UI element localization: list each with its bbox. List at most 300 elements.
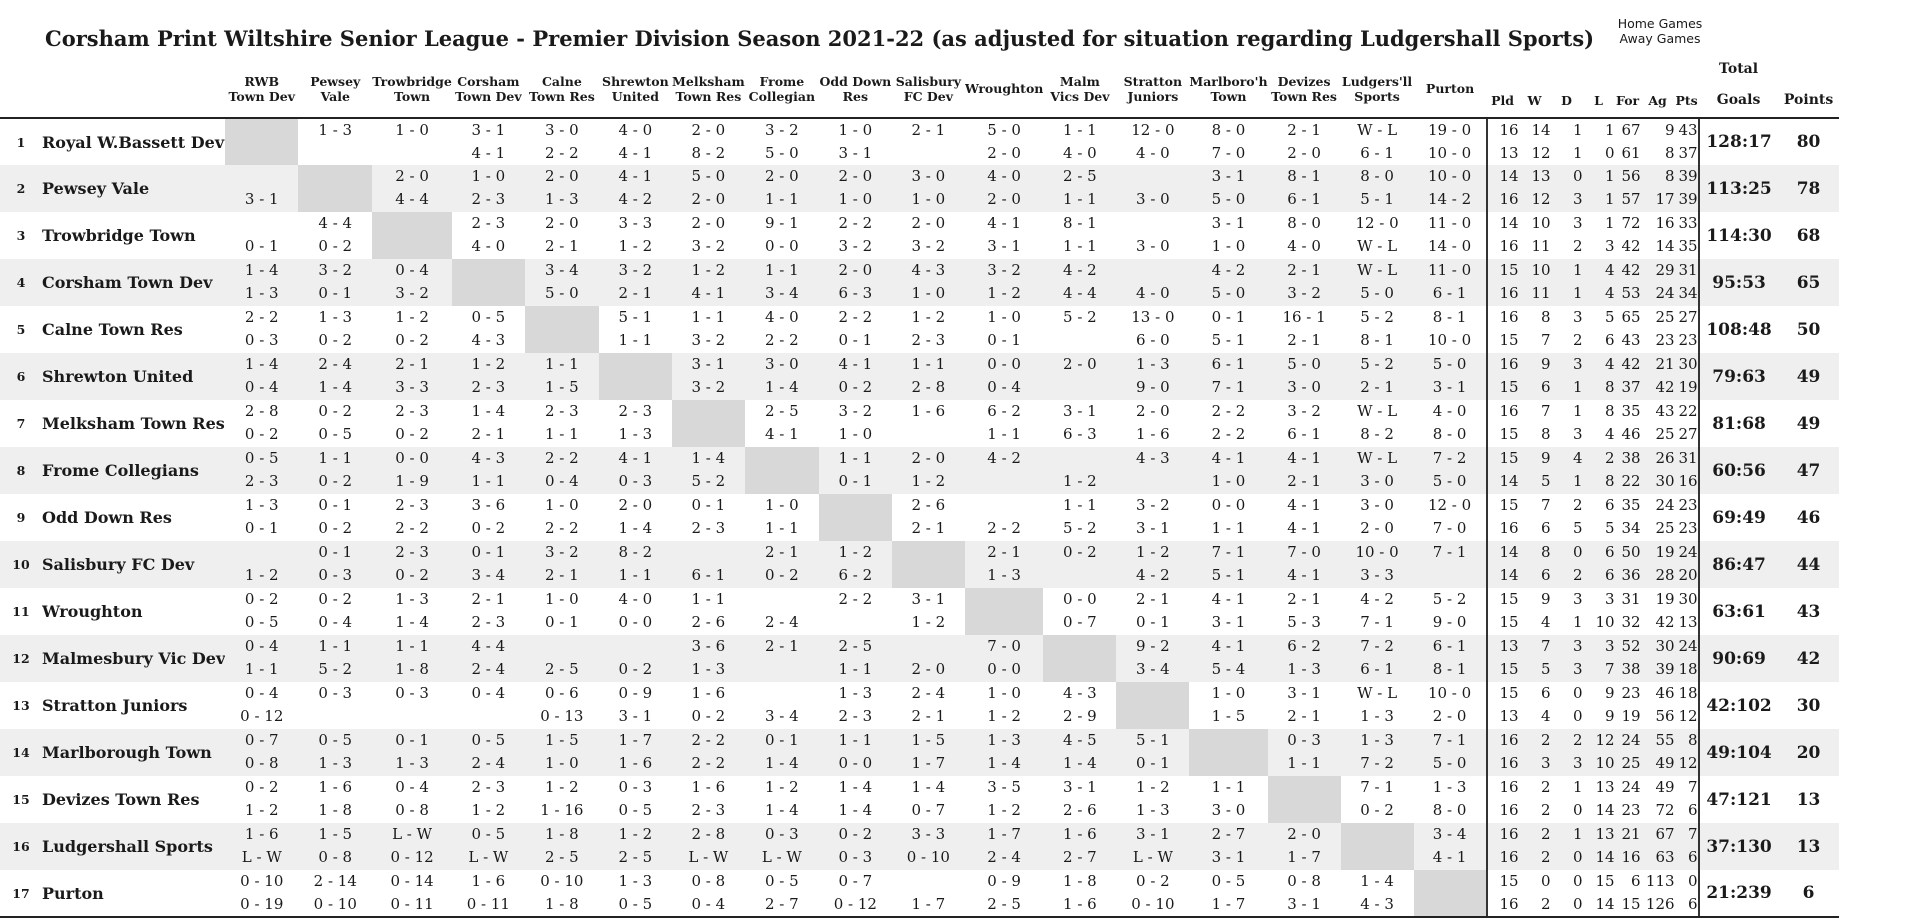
- away-result: 0 - 13: [540, 707, 584, 725]
- stat-cell-pts: [1675, 447, 1699, 494]
- away-result: 5 - 0: [1211, 190, 1246, 208]
- result-cell: [965, 776, 1044, 823]
- home-result: 9 - 2: [1136, 637, 1170, 655]
- points-cell: 49: [1796, 366, 1821, 387]
- away-stat: 13: [1678, 613, 1698, 631]
- home-result: 13 - 0: [1131, 308, 1175, 326]
- result-cell: [745, 776, 819, 823]
- position-cell: 15: [12, 792, 30, 807]
- result-cell: [599, 165, 672, 212]
- home-stat: 43: [1655, 402, 1675, 420]
- away-stat: 6: [1688, 848, 1698, 866]
- away-stat: 35: [1678, 237, 1698, 255]
- result-cell: [1341, 682, 1414, 729]
- home-stat: 16: [1499, 825, 1519, 843]
- stat-cell-pld: [1487, 494, 1519, 541]
- home-result: 2 - 0: [911, 449, 946, 467]
- table-row: [0, 729, 1839, 776]
- result-cell: [525, 588, 599, 635]
- result-cell: [892, 494, 965, 541]
- home-stat: 3: [1573, 355, 1583, 373]
- home-stat: 2: [1541, 731, 1551, 749]
- stat-header-w: W: [1519, 60, 1551, 118]
- result-cell: [892, 823, 965, 870]
- stat-cell-ag: [1641, 118, 1675, 165]
- self-match-cell: [965, 588, 1044, 635]
- away-stat: 12: [1531, 190, 1551, 208]
- result-cell: [525, 165, 599, 212]
- column-header-stratton-juniors: Stratton Juniors: [1116, 60, 1189, 118]
- points-cell: 46: [1796, 507, 1821, 528]
- stat-header-ag: Ag: [1641, 60, 1675, 118]
- position-cell: 17: [0, 870, 42, 917]
- home-result: 0 - 9: [987, 872, 1021, 890]
- result-cell: [1043, 541, 1116, 588]
- home-result: 2 - 6: [911, 496, 946, 514]
- result-cell: [819, 118, 892, 165]
- away-result: 2 - 2: [987, 519, 1021, 537]
- home-stat: 7: [1541, 496, 1551, 514]
- home-result: 0 - 1: [765, 731, 799, 749]
- away-stat: 15: [1499, 378, 1519, 396]
- away-result: 0 - 5: [318, 425, 353, 443]
- away-result: 0 - 2: [691, 707, 726, 725]
- away-result: 5 - 1: [1360, 190, 1394, 208]
- away-result: [892, 142, 965, 165]
- away-stat: 5: [1573, 519, 1583, 537]
- home-result: 3 - 2: [545, 543, 579, 561]
- away-stat: 13: [1499, 707, 1519, 725]
- away-result: 4 - 3: [471, 331, 506, 349]
- points-cell: 49: [1796, 413, 1821, 434]
- home-stat: 55: [1655, 731, 1675, 749]
- result-cell: [672, 823, 745, 870]
- away-result: 2 - 7: [765, 895, 799, 913]
- result-cell: [1189, 494, 1267, 541]
- stat-cell-pld: [1487, 729, 1519, 776]
- away-stat: 15: [1499, 660, 1519, 678]
- away-result: 1 - 1: [244, 660, 279, 678]
- result-cell: [225, 870, 298, 917]
- home-result: 1 - 6: [691, 684, 726, 702]
- result-cell: [1341, 118, 1414, 165]
- result-cell: [1043, 306, 1116, 353]
- home-stat: 14: [1499, 214, 1519, 232]
- home-result: 0 - 9: [618, 684, 653, 702]
- stat-cell-w: [1519, 776, 1551, 823]
- home-result: 3 - 1: [1211, 214, 1246, 232]
- home-result: 2 - 2: [1211, 402, 1246, 420]
- result-cell: [1116, 494, 1189, 541]
- away-result: 14 - 0: [1427, 237, 1472, 255]
- away-result: 6 - 2: [838, 566, 873, 584]
- home-result: 0 - 4: [395, 778, 429, 796]
- home-stat: 26: [1655, 449, 1675, 467]
- home-result: 1 - 4: [244, 261, 279, 279]
- result-cell: [1414, 165, 1487, 212]
- home-stat: 1: [1605, 214, 1615, 232]
- result-cell: [452, 870, 525, 917]
- away-result: [1341, 846, 1414, 869]
- position-cell: 4: [16, 275, 26, 290]
- home-result: 0 - 10: [240, 872, 284, 890]
- away-result: 0 - 1: [545, 613, 579, 631]
- result-cell: [745, 494, 819, 541]
- result-cell: [1043, 776, 1116, 823]
- home-result: 4 - 1: [1287, 496, 1321, 514]
- away-result: 0 - 5: [618, 895, 653, 913]
- result-cell: [452, 494, 525, 541]
- result-cell: [298, 306, 372, 353]
- home-result: 7 - 1: [1432, 543, 1467, 561]
- away-stat: 13: [1499, 144, 1519, 162]
- home-result: W - L: [1357, 402, 1398, 420]
- stat-cell-ag: [1641, 447, 1675, 494]
- table-row: [0, 776, 1839, 823]
- home-stat: 46: [1655, 684, 1675, 702]
- away-result: 1 - 3: [987, 566, 1021, 584]
- stat-cell-d: [1551, 353, 1583, 400]
- self-match-cell: [819, 494, 892, 541]
- home-stat: 5: [1605, 308, 1615, 326]
- away-stat: 14: [1595, 848, 1615, 866]
- stat-cell-l: [1583, 729, 1615, 776]
- away-result: 2 - 2: [765, 331, 799, 349]
- away-result: 3 - 0: [1136, 237, 1170, 255]
- stat-cell-w: [1519, 729, 1551, 776]
- home-result: 2 - 0: [838, 261, 873, 279]
- table-row: [0, 400, 1839, 447]
- result-cell: [1341, 729, 1414, 776]
- result-cell: [965, 306, 1044, 353]
- home-result: 0 - 5: [471, 731, 506, 749]
- stat-cell-pld: [1487, 541, 1519, 588]
- goals-cell: 42:102: [1699, 682, 1779, 729]
- home-result: 6 - 2: [987, 402, 1021, 420]
- stat-cell-for: [1615, 212, 1641, 259]
- result-cell: [1116, 635, 1189, 682]
- away-stat: 5: [1541, 472, 1551, 490]
- home-result: 0 - 1: [395, 731, 429, 749]
- result-cell: [452, 165, 525, 212]
- result-cell: [599, 212, 672, 259]
- goals-header: [1699, 60, 1779, 118]
- away-result: 3 - 3: [1360, 566, 1394, 584]
- away-result: 2 - 1: [1287, 331, 1321, 349]
- home-result: [525, 306, 599, 329]
- home-result: 2 - 0: [545, 214, 579, 232]
- away-stat: 8: [1605, 472, 1615, 490]
- home-stat: 12: [1595, 731, 1615, 749]
- away-result: 0 - 1: [838, 472, 873, 490]
- result-cell: [225, 823, 298, 870]
- position-cell: 14: [12, 745, 30, 760]
- home-result: 2 - 3: [395, 402, 429, 420]
- away-stat: 14: [1655, 237, 1675, 255]
- home-result: 4 - 3: [1063, 684, 1097, 702]
- home-stat: 10: [1531, 214, 1551, 232]
- result-cell: [525, 729, 599, 776]
- stat-cell-l: [1583, 682, 1615, 729]
- away-result: 1 - 8: [318, 801, 353, 819]
- away-stat: 23: [1621, 801, 1641, 819]
- away-stat: 1: [1573, 144, 1583, 162]
- result-cell: [745, 870, 819, 917]
- home-result: 8 - 0: [1287, 214, 1321, 232]
- position-cell: 8: [16, 463, 26, 478]
- result-cell: [892, 212, 965, 259]
- away-result: 0 - 12: [833, 895, 877, 913]
- home-result: 0 - 5: [1211, 872, 1246, 890]
- stat-cell-d: [1551, 776, 1583, 823]
- goals-label: Goals: [1716, 91, 1761, 108]
- away-stat: 2: [1573, 237, 1583, 255]
- home-stat: 1: [1573, 402, 1583, 420]
- away-result: 3 - 1: [838, 144, 873, 162]
- home-result: 4 - 0: [765, 308, 799, 326]
- stat-cell-for: [1615, 118, 1641, 165]
- result-cell: [372, 400, 452, 447]
- team-name: Marlborough Town: [42, 743, 212, 762]
- home-result: 1 - 6: [471, 872, 506, 890]
- home-result: 1 - 3: [395, 590, 429, 608]
- away-result: 8 - 2: [1360, 425, 1394, 443]
- away-stat: 1: [1573, 284, 1583, 302]
- result-cell: [525, 823, 599, 870]
- result-cell: [599, 776, 672, 823]
- home-stat: 0: [1573, 872, 1583, 890]
- away-result: 1 - 3: [1360, 707, 1394, 725]
- points-header: Points: [1779, 60, 1839, 118]
- stat-cell-for: [1615, 259, 1641, 306]
- away-stat: 34: [1621, 519, 1641, 537]
- stat-cell-pld: [1487, 870, 1519, 917]
- home-result: 4 - 1: [1211, 449, 1246, 467]
- away-stat: 3: [1541, 754, 1551, 772]
- away-result: 4 - 4: [1063, 284, 1097, 302]
- away-result: [1116, 470, 1189, 493]
- result-cell: [225, 306, 298, 353]
- result-cell: [1268, 823, 1341, 870]
- column-header-pewsey-vale: Pewsey Vale: [298, 60, 372, 118]
- home-result: 1 - 2: [1136, 778, 1170, 796]
- home-result: 1 - 2: [691, 261, 726, 279]
- result-cell: [1268, 588, 1341, 635]
- home-result: 0 - 5: [471, 825, 506, 843]
- home-result: 1 - 1: [838, 731, 873, 749]
- away-result: 1 - 2: [471, 801, 506, 819]
- table-row: [0, 306, 1839, 353]
- result-cell: [372, 447, 452, 494]
- home-stat: 24: [1621, 778, 1641, 796]
- home-result: 0 - 3: [318, 684, 353, 702]
- table-row: [0, 823, 1839, 870]
- away-stat: 6: [1688, 895, 1698, 913]
- home-stat: 13: [1595, 778, 1615, 796]
- result-cell: [672, 259, 745, 306]
- away-result: 3 - 2: [395, 284, 429, 302]
- away-result: 1 - 5: [545, 378, 579, 396]
- home-stat: 25: [1655, 308, 1675, 326]
- away-stat: 12: [1678, 754, 1698, 772]
- home-result: 0 - 8: [691, 872, 726, 890]
- home-result: 2 - 2: [838, 214, 873, 232]
- stat-header-d: D: [1551, 60, 1583, 118]
- home-result: 0 - 0: [1063, 590, 1097, 608]
- result-cell: [525, 447, 599, 494]
- result-cell: [525, 541, 599, 588]
- home-result: 2 - 2: [244, 308, 279, 326]
- stat-cell-l: [1583, 541, 1615, 588]
- home-result: 3 - 1: [471, 121, 506, 139]
- home-stat: 23: [1621, 684, 1641, 702]
- column-header-melksham-town-res: Melksham Town Res: [672, 60, 745, 118]
- away-stat: 18: [1678, 660, 1698, 678]
- away-result: 3 - 4: [765, 707, 799, 725]
- result-cell: [1341, 165, 1414, 212]
- away-stat: 6: [1605, 566, 1615, 584]
- home-result: 2 - 1: [1287, 261, 1321, 279]
- points-cell: 20: [1796, 742, 1821, 763]
- away-result: 2 - 0: [911, 660, 946, 678]
- away-result: 0 - 0: [987, 660, 1021, 678]
- away-result: 0 - 4: [691, 895, 726, 913]
- away-result: [1189, 752, 1267, 775]
- home-stat: 22: [1678, 402, 1698, 420]
- away-result: 3 - 3: [395, 378, 429, 396]
- stat-cell-for: [1615, 823, 1641, 870]
- home-stat: 14: [1499, 167, 1519, 185]
- away-result: 4 - 1: [618, 144, 653, 162]
- result-cell: [298, 494, 372, 541]
- home-result: 5 - 2: [1360, 308, 1394, 326]
- result-cell: [1414, 541, 1487, 588]
- home-result: 0 - 2: [838, 825, 873, 843]
- home-result: 1 - 4: [1360, 872, 1394, 890]
- away-result: 0 - 10: [906, 848, 950, 866]
- away-result: 3 - 2: [691, 237, 726, 255]
- away-stat: 46: [1621, 425, 1641, 443]
- away-stat: 4: [1605, 425, 1615, 443]
- away-result: 0 - 1: [838, 331, 873, 349]
- home-stat: 16: [1499, 308, 1519, 326]
- home-stat: 15: [1499, 261, 1519, 279]
- home-result: 1 - 0: [987, 684, 1021, 702]
- result-cell: [892, 682, 965, 729]
- away-result: 1 - 4: [318, 378, 353, 396]
- away-result: 3 - 1: [987, 237, 1021, 255]
- result-cell: [1341, 588, 1414, 635]
- home-result: 4 - 3: [471, 449, 506, 467]
- away-stat: 3: [1573, 190, 1583, 208]
- away-result: [1414, 893, 1486, 916]
- stat-cell-l: [1583, 212, 1615, 259]
- result-cell: [1414, 682, 1487, 729]
- home-result: 0 - 5: [318, 731, 353, 749]
- result-cell: [1116, 212, 1189, 259]
- result-cell: [1414, 259, 1487, 306]
- stat-cell-d: [1551, 400, 1583, 447]
- position-cell: 5: [16, 322, 26, 337]
- away-result: 4 - 1: [471, 144, 506, 162]
- home-stat: 30: [1678, 590, 1698, 608]
- home-result: 1 - 3: [618, 872, 653, 890]
- result-cell: [1043, 212, 1116, 259]
- result-cell: [672, 447, 745, 494]
- away-result: [892, 423, 965, 446]
- home-result: 1 - 4: [471, 402, 506, 420]
- stat-cell-ag: [1641, 776, 1675, 823]
- away-stat: 126: [1645, 895, 1675, 913]
- away-result: 2 - 3: [838, 707, 873, 725]
- home-result: 3 - 4: [545, 261, 579, 279]
- home-result: 1 - 7: [987, 825, 1021, 843]
- home-stat: 50: [1621, 543, 1641, 561]
- away-result: 2 - 3: [691, 519, 726, 537]
- team-name: Frome Collegians: [42, 461, 199, 480]
- home-result: 1 - 2: [765, 778, 799, 796]
- home-stat: 15: [1595, 872, 1615, 890]
- away-stat: 6: [1605, 331, 1615, 349]
- result-cell: [1116, 306, 1189, 353]
- home-result: 0 - 3: [1287, 731, 1321, 749]
- home-result: 1 - 4: [691, 449, 726, 467]
- stat-cell-w: [1519, 306, 1551, 353]
- away-result: 0 - 0: [618, 613, 653, 631]
- result-cell: [745, 400, 819, 447]
- result-cell: [298, 541, 372, 588]
- home-result: 4 - 1: [1287, 449, 1321, 467]
- position-cell: 6: [16, 369, 26, 384]
- away-result: 2 - 6: [691, 613, 726, 631]
- away-result: 0 - 1: [987, 331, 1021, 349]
- home-stat: 23: [1678, 496, 1698, 514]
- away-result: 2 - 1: [1360, 378, 1394, 396]
- self-match-cell: [892, 541, 965, 588]
- team-name: Trowbridge Town: [42, 226, 196, 245]
- away-stat: 17: [1655, 190, 1675, 208]
- points-cell: 43: [1796, 601, 1821, 622]
- away-result: 1 - 0: [911, 284, 946, 302]
- away-result: 3 - 1: [1432, 378, 1467, 396]
- points-cell: 13: [1796, 836, 1821, 857]
- stat-cell-l: [1583, 118, 1615, 165]
- home-result: [372, 212, 452, 235]
- away-result: 5 - 1: [1211, 566, 1246, 584]
- home-result: 3 - 2: [838, 402, 873, 420]
- home-stat: 13: [1595, 825, 1615, 843]
- away-stat: 4: [1541, 707, 1551, 725]
- stat-cell-pts: [1675, 729, 1699, 776]
- away-stat: 15: [1621, 895, 1641, 913]
- stat-cell-for: [1615, 306, 1641, 353]
- away-stat: 10: [1595, 613, 1615, 631]
- table-row: [0, 682, 1839, 729]
- home-stat: 67: [1655, 825, 1675, 843]
- stat-cell-ag: [1641, 400, 1675, 447]
- away-stat: 3: [1605, 237, 1615, 255]
- stat-cell-pld: [1487, 353, 1519, 400]
- home-result: 1 - 2: [911, 308, 946, 326]
- points-cell: 80: [1796, 132, 1821, 152]
- stat-cell-ag: [1641, 588, 1675, 635]
- away-result: 2 - 5: [618, 848, 653, 866]
- home-result: 11 - 0: [1427, 261, 1472, 279]
- home-result: 1 - 2: [838, 543, 873, 561]
- home-result: 1 - 5: [911, 731, 946, 749]
- home-stat: 15: [1499, 590, 1519, 608]
- home-result: 0 - 5: [471, 308, 506, 326]
